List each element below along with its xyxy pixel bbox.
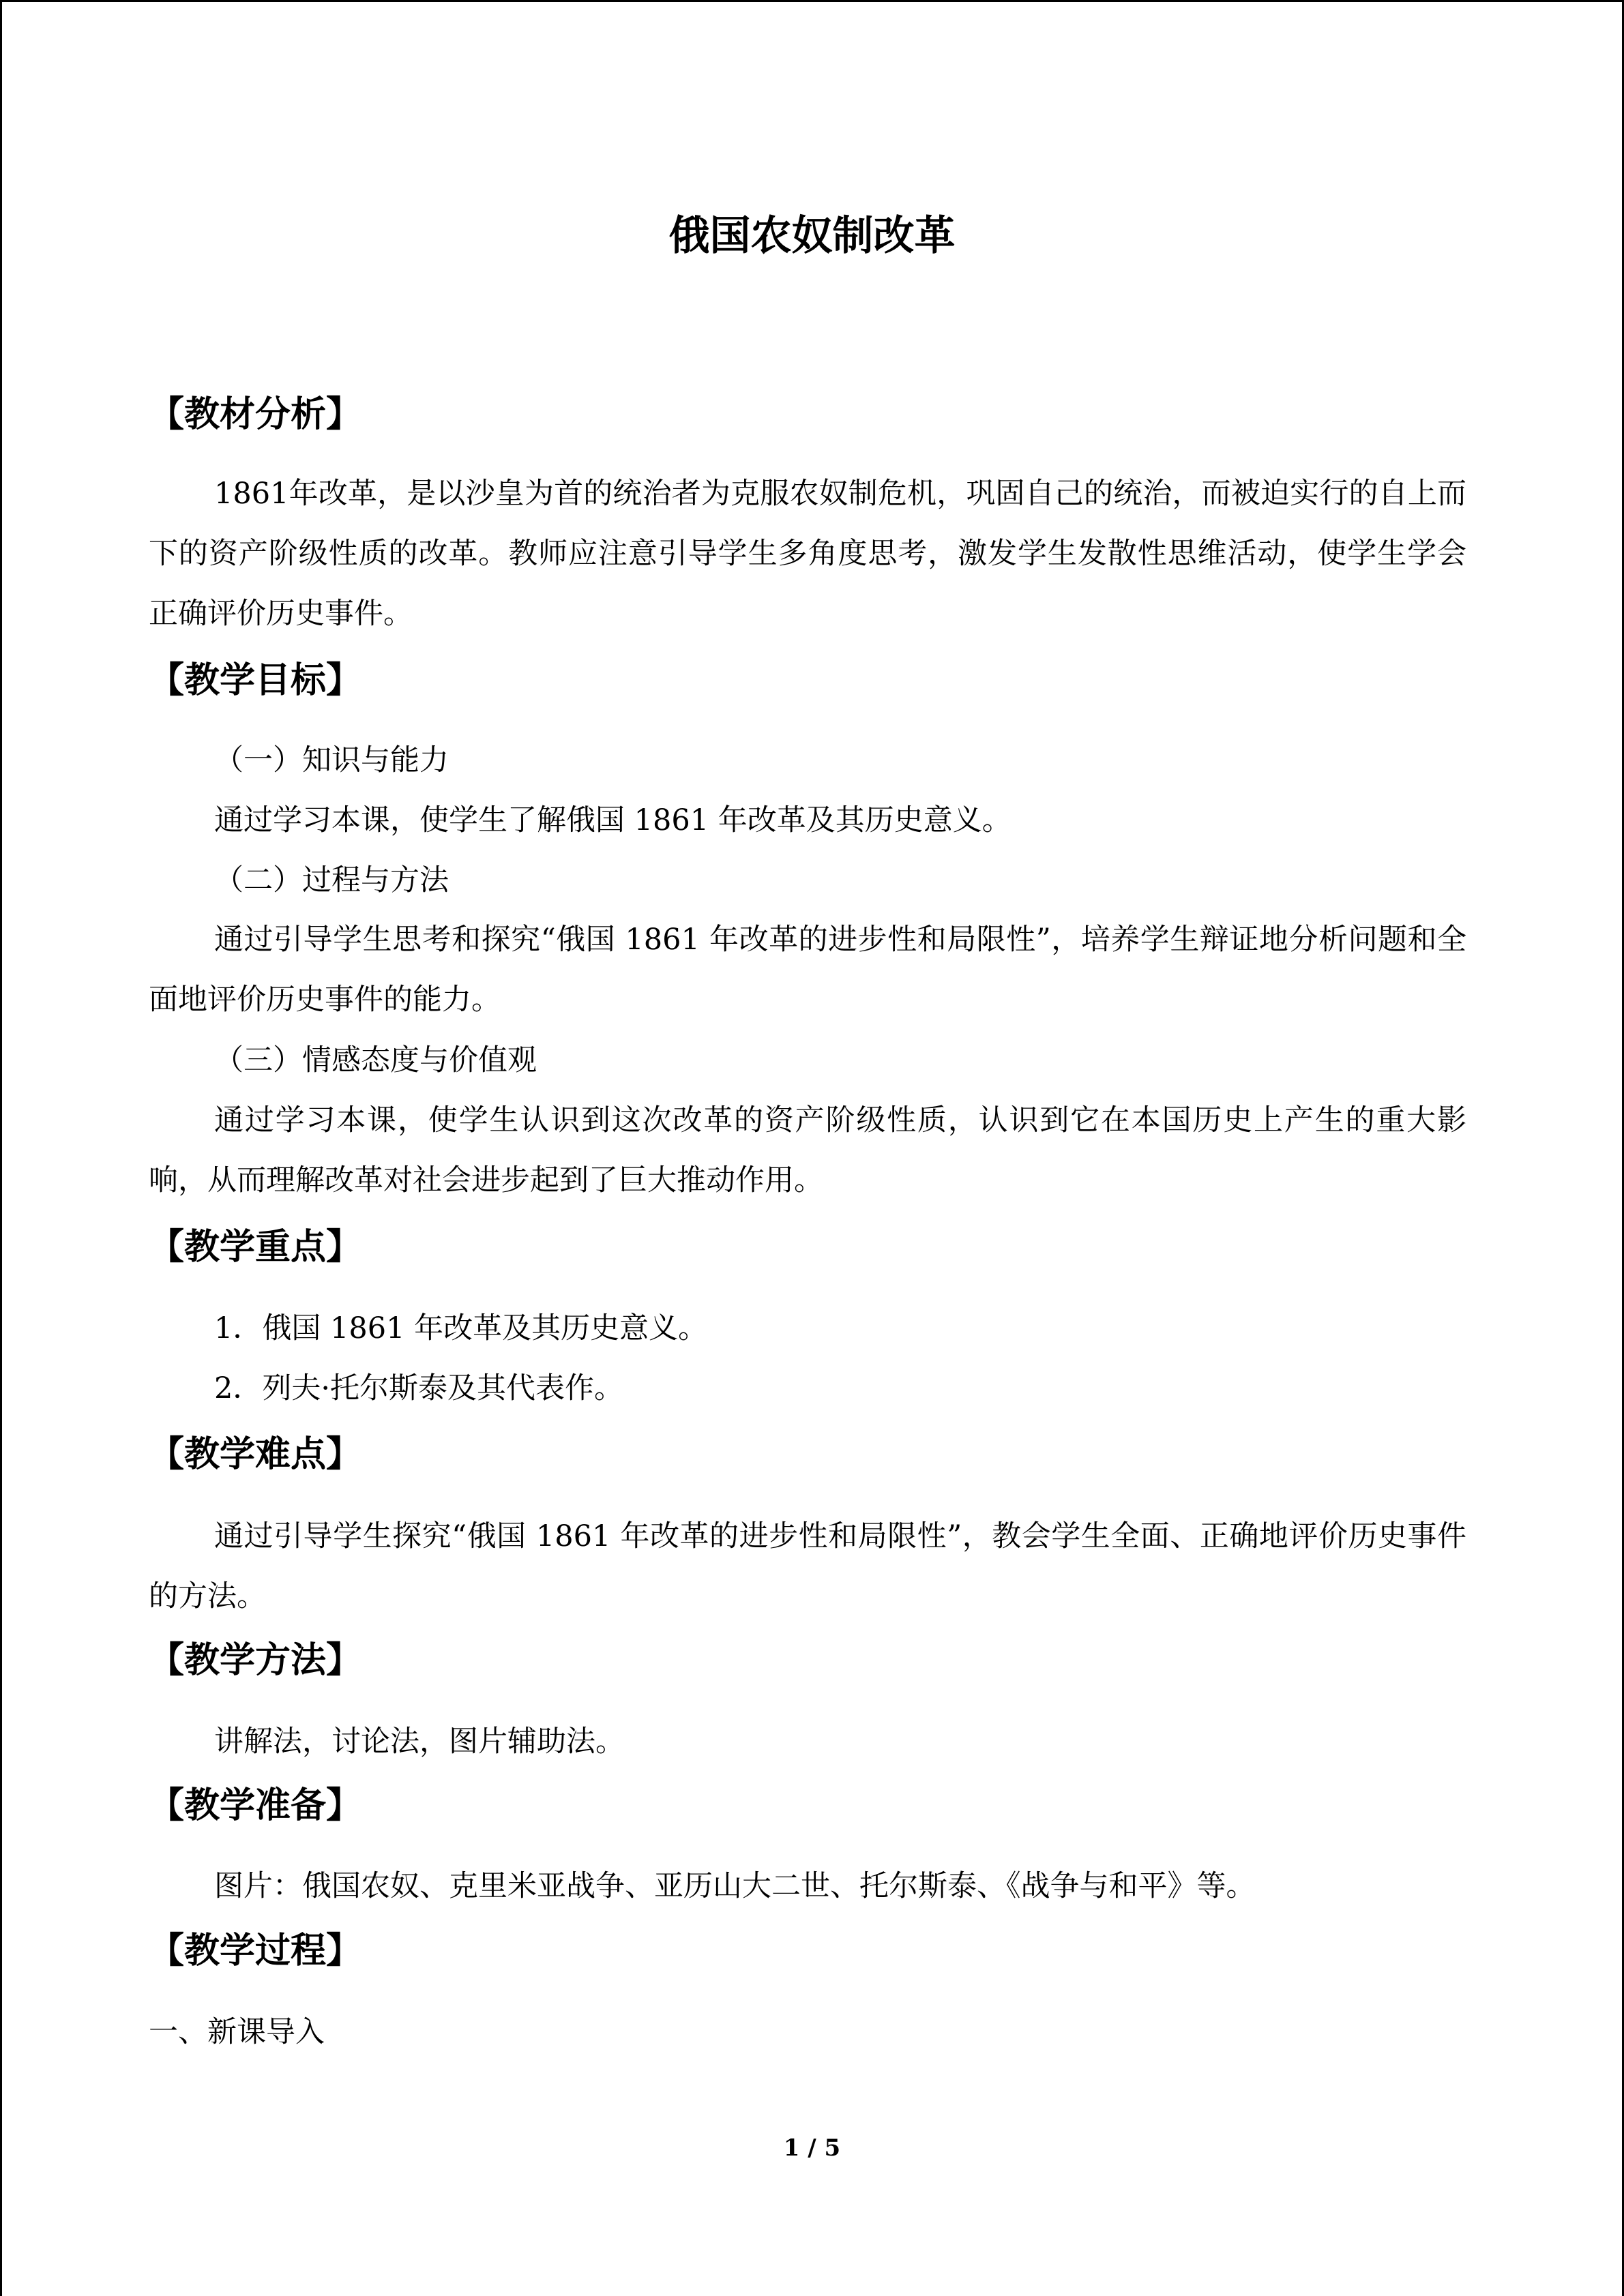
- preparation-text: 图片：俄国农奴、克里米亚战争、亚历山大二世、托尔斯泰、《战争与和平》等。: [214, 1869, 1256, 1903]
- difficulties-paragraph: 通过引导学生探究“俄国 1861 年改革的进步性和局限性”，教会学生全面、正确地评价历史事件的方法。: [149, 1519, 1466, 1613]
- objective-subheading-knowledge: （一）知识与能力: [214, 743, 449, 777]
- teaching-methods-text: 讲解法，讨论法，图片辅助法。: [214, 1725, 625, 1759]
- page-border-top: [0, 0, 1624, 2]
- page-number: 1 / 5: [783, 2134, 841, 2162]
- document-title: 俄国农奴制改革: [668, 212, 956, 260]
- objective-attitude-paragraph: 通过学习本课，使学生认识到这次改革的资产阶级性质，认识到它在本国历史上产生的重大影响，从而理解改革对社会进步起到了巨大推动作用。: [149, 1103, 1466, 1197]
- heading-difficulties: 【教学难点】: [149, 1434, 362, 1475]
- objective-process-paragraph: 通过引导学生思考和探究“俄国 1861 年改革的进步性和局限性”，培养学生辩证地分析问题和全面地评价历史事件的能力。: [149, 923, 1466, 1017]
- heading-teaching-process: 【教学过程】: [149, 1930, 362, 1971]
- key-point-item-1: 1．俄国 1861 年改革及其历史意义。: [214, 1311, 708, 1345]
- heading-teaching-objectives: 【教学目标】: [149, 660, 362, 701]
- page-border-left: [0, 0, 2, 2296]
- objective-subheading-attitude: （三）情感态度与价值观: [214, 1043, 537, 1077]
- heading-textbook-analysis: 【教材分析】: [149, 394, 362, 435]
- objective-knowledge-text: 通过学习本课，使学生了解俄国 1861 年改革及其历史意义。: [214, 803, 1012, 837]
- heading-key-points: 【教学重点】: [149, 1227, 362, 1268]
- textbook-analysis-paragraph: 1861年改革，是以沙皇为首的统治者为克服农奴制危机，巩固自己的统治，而被迫实行的自上而下的资产阶级性质的改革。教师应注意引导学生多角度思考，激发学生发散性思维活动，使学生学会正确评价历史事件。: [149, 477, 1466, 631]
- key-point-item-2: 2．列夫·托尔斯泰及其代表作。: [214, 1371, 624, 1405]
- process-item-1: 一、新课导入: [149, 2015, 325, 2049]
- objective-subheading-process: （二）过程与方法: [214, 863, 449, 897]
- heading-preparation: 【教学准备】: [149, 1785, 362, 1826]
- heading-teaching-methods: 【教学方法】: [149, 1640, 362, 1681]
